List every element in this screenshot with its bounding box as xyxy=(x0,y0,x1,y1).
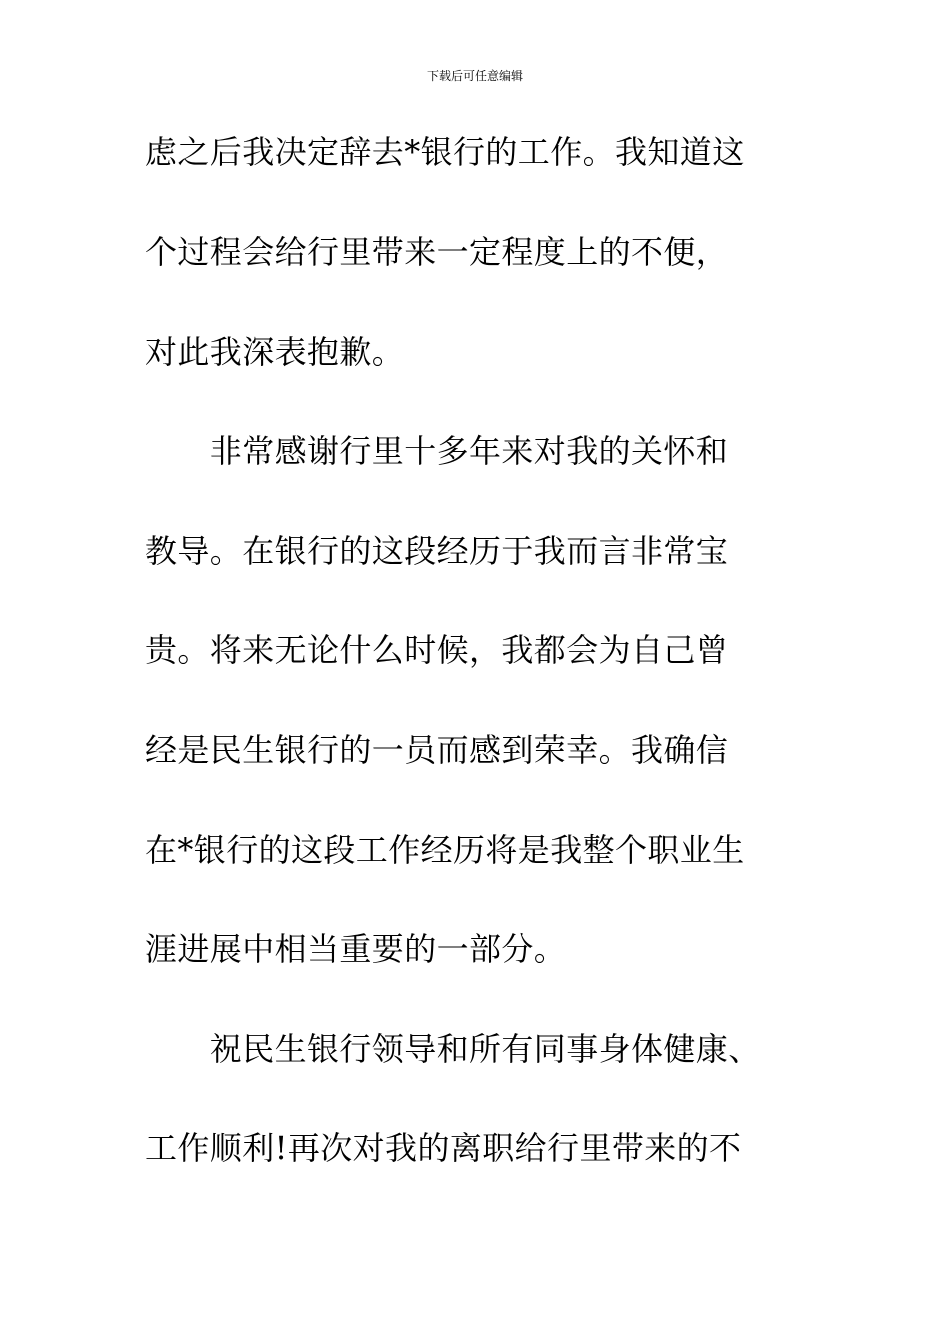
body-line-2: 个过程会给行里带来一定程度上的不便， xyxy=(145,233,729,271)
body-line-5: 教导。在银行的这段经历于我而言非常宝 xyxy=(145,532,729,570)
body-line-11: 工作顺利!再次对我的离职给行里带来的不 xyxy=(145,1129,742,1167)
body-line-9: 涯进展中相当重要的一部分。 xyxy=(145,930,567,968)
body-line-3: 对此我深表抱歉。 xyxy=(145,333,405,371)
body-line-10: 祝民生银行领导和所有同事身体健康、 xyxy=(145,1030,761,1068)
body-line-7: 经是民生银行的一员而感到荣幸。我确信 xyxy=(145,731,729,769)
body-line-4: 非常感谢行里十多年来对我的关怀和 xyxy=(145,432,729,470)
body-line-8: 在*银行的这段工作经历将是我整个职业生 xyxy=(145,831,745,869)
body-line-1: 虑之后我决定辞去*银行的工作。我知道这 xyxy=(145,133,745,171)
page-header: 下载后可任意编辑 xyxy=(426,69,523,83)
body-line-6: 贵。将来无论什么时候，我都会为自己曾 xyxy=(145,631,729,669)
